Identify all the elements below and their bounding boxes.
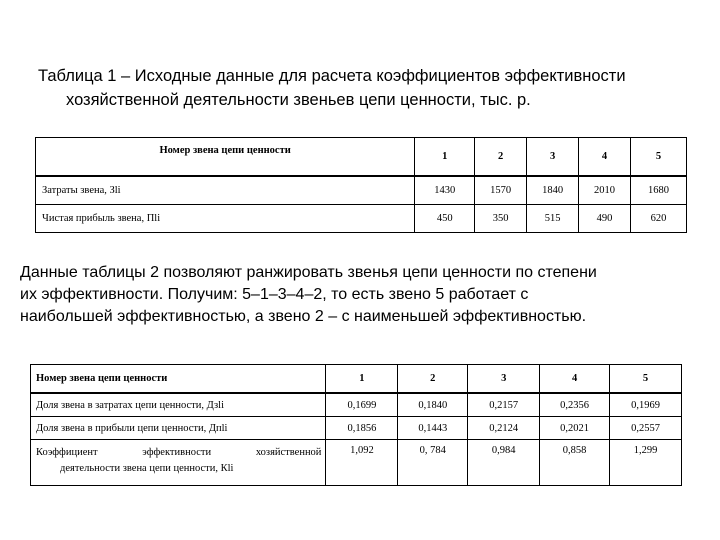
- table-row: [31, 440, 682, 486]
- table1-col-2: 2: [475, 138, 527, 177]
- table-cell: 0,2124: [468, 417, 540, 440]
- table-cell: 1840: [527, 176, 579, 205]
- table-cell: 620: [631, 205, 687, 233]
- table-cell: 0,984: [468, 440, 540, 486]
- paragraph-line-3: наибольшей эффективностью, а звено 2 – с наименьшей эффективностью.: [20, 308, 587, 325]
- table1-col-5: 5: [631, 138, 687, 177]
- table-row: [36, 205, 687, 233]
- table-cell: 0,1969: [610, 393, 682, 417]
- table-cell: 515: [527, 205, 579, 233]
- table-cell: 350: [475, 205, 527, 233]
- body-paragraph: [20, 262, 710, 328]
- table-row: [36, 176, 687, 205]
- table2-col-2: 2: [398, 365, 468, 394]
- table-row: [31, 393, 682, 417]
- table2-col-1: 1: [326, 365, 398, 394]
- caption-line-2: хозяйственной деятельности звеньев цепи ценности, тыс. р.: [66, 91, 531, 109]
- table-cell: 0,1443: [398, 417, 468, 440]
- table2-col-5: 5: [610, 365, 682, 394]
- row-label-efficiency: [31, 440, 326, 486]
- table-cell: 0,1699: [326, 393, 398, 417]
- table-cell: 1,299: [610, 440, 682, 486]
- table2-header-label: Номер звена цепи ценности: [31, 365, 326, 394]
- table-cell: 0,1856: [326, 417, 398, 440]
- table1-header-row: [36, 138, 687, 177]
- table-1: [35, 137, 687, 233]
- table-cell: 0, 784: [398, 440, 468, 486]
- table-cell: 0,2356: [540, 393, 610, 417]
- table-cell: 1570: [475, 176, 527, 205]
- table-2: [30, 364, 682, 486]
- table-cell: 490: [579, 205, 631, 233]
- efficiency-label-line-2: деятельности звена цепи ценности, Кli: [60, 463, 234, 474]
- table-cell: 1430: [415, 176, 475, 205]
- table-cell: 0,858: [540, 440, 610, 486]
- table-cell: 1,092: [326, 440, 398, 486]
- table1-col-4: 4: [579, 138, 631, 177]
- row-label-profit-share: Доля звена в прибыли цепи ценности, Дпli: [31, 417, 326, 440]
- table1-col-1: 1: [415, 138, 475, 177]
- table-cell: 2010: [579, 176, 631, 205]
- table-cell: 0,2021: [540, 417, 610, 440]
- table2-col-4: 4: [540, 365, 610, 394]
- row-label-profit: Чистая прибыль звена, Пli: [36, 205, 415, 233]
- table1-header-label: Номер звена цепи ценности: [36, 138, 415, 177]
- table-cell: 0,1840: [398, 393, 468, 417]
- table2-header-row: [31, 365, 682, 394]
- table1-col-3: 3: [527, 138, 579, 177]
- table-row: [31, 417, 682, 440]
- paragraph-line-1: Данные таблицы 2 позволяют ранжировать звенья цепи ценности по степени: [20, 264, 597, 281]
- row-label-cost-share: Доля звена в затратах цепи ценности, Дзli: [31, 393, 326, 417]
- table-cell: 450: [415, 205, 475, 233]
- table2-col-3: 3: [468, 365, 540, 394]
- table1-caption: [38, 64, 698, 112]
- caption-line-1: Таблица 1 – Исходные данные для расчета коэффициентов эффективности: [38, 67, 626, 85]
- table-cell: 0,2157: [468, 393, 540, 417]
- table-cell: 0,2557: [610, 417, 682, 440]
- table-cell: 1680: [631, 176, 687, 205]
- paragraph-line-2: их эффективности. Получим: 5–1–3–4–2, то есть звено 5 работает с: [20, 286, 529, 303]
- efficiency-label-line-1: Коэффициент эффективности хозяйственной: [36, 447, 322, 458]
- row-label-costs: Затраты звена, Зli: [36, 176, 415, 205]
